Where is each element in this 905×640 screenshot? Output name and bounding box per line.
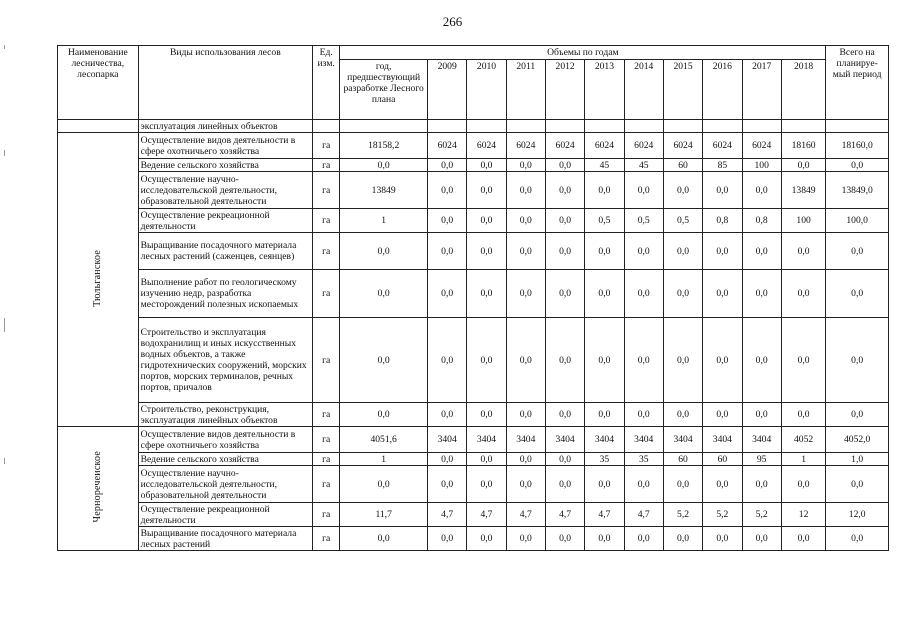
use-type-cell: Выполнение работ по геологическому изучению недр, разработка месторождений полезных ископаемых <box>138 270 312 318</box>
use-type-cell: Строительство, реконструкция, эксплуатация линейных объектов <box>138 403 312 427</box>
unit-cell: га <box>313 466 340 503</box>
value-cell: 0,0 <box>663 270 702 318</box>
unit-cell: га <box>313 133 340 159</box>
value-cell: 0,0 <box>506 209 545 233</box>
header-year: 2013 <box>585 60 624 120</box>
value-cell: 0,0 <box>624 172 663 209</box>
value-cell: 0,0 <box>428 159 467 172</box>
value-cell: 0,0 <box>624 270 663 318</box>
value-cell: 0,8 <box>742 209 781 233</box>
header-use: Виды использования лесов <box>138 46 312 120</box>
value-cell: 0,0 <box>545 403 584 427</box>
value-cell: 0,0 <box>545 233 584 270</box>
use-type-cell: Выращивание посадочного материала лесных растений (саженцев, сеянцев) <box>138 233 312 270</box>
value-cell: 0,0 <box>781 233 826 270</box>
value-cell: 4,7 <box>506 503 545 527</box>
value-cell: 0,0 <box>340 527 428 551</box>
value-cell: 0,0 <box>624 318 663 403</box>
value-cell: 0,0 <box>781 159 826 172</box>
value-cell: 6024 <box>467 133 506 159</box>
margin-mark <box>4 45 5 49</box>
value-cell: 3404 <box>663 427 702 453</box>
value-cell: 18160 <box>781 133 826 159</box>
value-cell: 60 <box>663 453 702 466</box>
value-cell: 0,0 <box>428 172 467 209</box>
forest-use-table <box>57 45 889 551</box>
value-cell: 0,0 <box>428 466 467 503</box>
header-year: 2017 <box>742 60 781 120</box>
unit-cell: га <box>313 318 340 403</box>
unit-cell: га <box>313 233 340 270</box>
value-cell: 0,0 <box>467 270 506 318</box>
value-cell: 1 <box>340 209 428 233</box>
value-cell: 0,0 <box>703 318 742 403</box>
value-cell: 4,7 <box>467 503 506 527</box>
unit-cell: га <box>313 503 340 527</box>
table-row <box>58 466 889 503</box>
value-cell: 0,0 <box>585 527 624 551</box>
value-cell: 0,0 <box>624 466 663 503</box>
value-cell: 0,0 <box>781 466 826 503</box>
value-cell: 0,0 <box>703 403 742 427</box>
header-year: 2014 <box>624 60 663 120</box>
value-cell: 0,0 <box>742 403 781 427</box>
value-cell: 0,0 <box>826 466 889 503</box>
value-cell: 100 <box>742 159 781 172</box>
value-cell: 0,0 <box>340 466 428 503</box>
value-cell: 0,0 <box>545 318 584 403</box>
table-row <box>58 403 889 427</box>
value-cell: 13849 <box>781 172 826 209</box>
value-cell: 35 <box>585 453 624 466</box>
value-cell: 0,0 <box>506 172 545 209</box>
value-cell: 0,0 <box>467 172 506 209</box>
value-cell: 0,0 <box>663 403 702 427</box>
value-cell: 0,0 <box>663 172 702 209</box>
value-cell: 0,0 <box>467 209 506 233</box>
value-cell: 0,0 <box>467 453 506 466</box>
value-cell: 4,7 <box>624 503 663 527</box>
value-cell: 0,0 <box>545 159 584 172</box>
value-cell: 4,7 <box>428 503 467 527</box>
value-cell: 0,0 <box>506 318 545 403</box>
value-cell: 0,0 <box>506 466 545 503</box>
value-cell: 100,0 <box>826 209 889 233</box>
use-type-cell: Осуществление видов деятельности в сфере охотничьего хозяйства <box>138 133 312 159</box>
value-cell: 5,2 <box>703 503 742 527</box>
table-row <box>58 453 889 466</box>
unit-cell: га <box>313 270 340 318</box>
value-cell: 0,0 <box>340 159 428 172</box>
value-cell: 0,0 <box>781 527 826 551</box>
header-year: 2009 <box>428 60 467 120</box>
value-cell: 0,0 <box>545 466 584 503</box>
value-cell: 0,0 <box>467 159 506 172</box>
value-cell: 0,0 <box>826 403 889 427</box>
value-cell: 45 <box>585 159 624 172</box>
unit-cell: га <box>313 453 340 466</box>
value-cell: 0,0 <box>742 270 781 318</box>
value-cell: 5,2 <box>742 503 781 527</box>
value-cell: 95 <box>742 453 781 466</box>
value-cell: 0,0 <box>585 233 624 270</box>
value-cell: 4052,0 <box>826 427 889 453</box>
header-year: 2016 <box>703 60 742 120</box>
value-cell: 0,0 <box>428 209 467 233</box>
value-cell: 0,5 <box>663 209 702 233</box>
header-year: 2011 <box>506 60 545 120</box>
value-cell: 3404 <box>624 427 663 453</box>
value-cell: 0,0 <box>545 453 584 466</box>
value-cell: 60 <box>663 159 702 172</box>
use-type-cell: Выращивание посадочного материала лесных растений <box>138 527 312 551</box>
use-type-cell: Осуществление рекреационной деятельности <box>138 503 312 527</box>
value-cell: 0,0 <box>742 172 781 209</box>
value-cell: 0,0 <box>826 318 889 403</box>
value-cell: 0,0 <box>703 270 742 318</box>
value-cell: 0,8 <box>703 209 742 233</box>
forestry-name: Тюльганское <box>92 249 104 307</box>
value-cell: 6024 <box>663 133 702 159</box>
value-cell: 0,0 <box>585 318 624 403</box>
margin-mark <box>4 150 5 156</box>
value-cell: 3404 <box>467 427 506 453</box>
value-cell: 0,5 <box>624 209 663 233</box>
use-type-cell: Осуществление рекреационной деятельности <box>138 209 312 233</box>
forestry-cell-empty <box>58 120 139 133</box>
value-cell: 13849 <box>340 172 428 209</box>
value-cell: 0,0 <box>506 527 545 551</box>
value-cell: 0,0 <box>545 172 584 209</box>
header-year: 2015 <box>663 60 702 120</box>
value-cell: 0,0 <box>340 318 428 403</box>
table-row <box>58 233 889 270</box>
value-cell: 1 <box>340 453 428 466</box>
use-type-cell: Ведение сельского хозяйства <box>138 159 312 172</box>
value-cell: 0,0 <box>545 270 584 318</box>
unit-cell: га <box>313 403 340 427</box>
value-cell: 18160,0 <box>826 133 889 159</box>
value-cell: 18158,2 <box>340 133 428 159</box>
value-cell: 0,0 <box>506 233 545 270</box>
value-cell: 0,0 <box>467 233 506 270</box>
value-cell: 3404 <box>428 427 467 453</box>
value-cell: 6024 <box>585 133 624 159</box>
value-cell: 6024 <box>742 133 781 159</box>
table-row <box>58 427 889 453</box>
value-cell: 100 <box>781 209 826 233</box>
table-row <box>58 209 889 233</box>
value-cell: 6024 <box>624 133 663 159</box>
header-total: Всего на планируе-мый период <box>826 46 889 120</box>
value-cell: 0,0 <box>585 172 624 209</box>
value-cell: 1 <box>781 453 826 466</box>
value-cell: 0,0 <box>506 159 545 172</box>
value-cell: 4051,6 <box>340 427 428 453</box>
use-type-cell: Ведение сельского хозяйства <box>138 453 312 466</box>
header-year: 2018 <box>781 60 826 120</box>
value-cell: 12 <box>781 503 826 527</box>
table-row <box>58 159 889 172</box>
use-type-cell: Осуществление научно-исследовательской деятельности, образовательной деятельности <box>138 466 312 503</box>
value-cell: 60 <box>703 453 742 466</box>
value-cell: 0,0 <box>340 403 428 427</box>
header-year: 2012 <box>545 60 584 120</box>
value-cell: 0,0 <box>428 527 467 551</box>
value-cell: 0,0 <box>781 318 826 403</box>
value-cell: 0,0 <box>826 159 889 172</box>
use-type-cell: Осуществление научно-исследовательской деятельности, образовательной деятельности <box>138 172 312 209</box>
value-cell: 5,2 <box>663 503 702 527</box>
value-cell: 0,0 <box>624 527 663 551</box>
value-cell: 0,0 <box>742 527 781 551</box>
value-cell: 6024 <box>506 133 545 159</box>
value-cell: 0,0 <box>781 403 826 427</box>
table-row <box>58 270 889 318</box>
value-cell: 3404 <box>742 427 781 453</box>
value-cell: 0,0 <box>467 527 506 551</box>
value-cell: 0,0 <box>467 318 506 403</box>
value-cell: 0,0 <box>428 270 467 318</box>
value-cell: 0,0 <box>742 466 781 503</box>
value-cell: 0,0 <box>663 233 702 270</box>
header-year: 2010 <box>467 60 506 120</box>
value-cell: 0,0 <box>545 527 584 551</box>
value-cell: 0,0 <box>703 527 742 551</box>
forestry-name: Черноречеиское <box>92 451 104 523</box>
value-cell: 0,0 <box>428 233 467 270</box>
value-cell: 0,0 <box>506 403 545 427</box>
value-cell: 0,0 <box>624 233 663 270</box>
value-cell: 12,0 <box>826 503 889 527</box>
value-cell: 3404 <box>703 427 742 453</box>
value-cell: 0,0 <box>624 403 663 427</box>
value-cell: 0,0 <box>467 466 506 503</box>
unit-cell: га <box>313 159 340 172</box>
value-cell: 85 <box>703 159 742 172</box>
value-cell: 0,0 <box>826 527 889 551</box>
unit-cell: га <box>313 527 340 551</box>
value-cell: 0,0 <box>742 318 781 403</box>
use-type-cell: Осуществление видов деятельности в сфере охотничьего хозяйства <box>138 427 312 453</box>
value-cell: 0,0 <box>340 270 428 318</box>
header-prev-year: год, предшествующий разработке Лесного плана <box>340 60 428 120</box>
value-cell: 0,0 <box>585 403 624 427</box>
value-cell: 0,0 <box>663 527 702 551</box>
value-cell: 0,0 <box>340 233 428 270</box>
table-row <box>58 503 889 527</box>
value-cell: 3404 <box>585 427 624 453</box>
value-cell: 6024 <box>428 133 467 159</box>
header-volumes: Объемы по годам <box>340 46 826 60</box>
unit-cell: га <box>313 172 340 209</box>
unit-cell: га <box>313 427 340 453</box>
value-cell: 0,0 <box>703 466 742 503</box>
value-cell: 0,0 <box>703 233 742 270</box>
header-unit: Ед. изм. <box>313 46 340 120</box>
forestry-name-cell <box>58 133 139 427</box>
value-cell: 0,0 <box>742 233 781 270</box>
value-cell: 35 <box>624 453 663 466</box>
value-cell: 3404 <box>506 427 545 453</box>
value-cell: 11,7 <box>340 503 428 527</box>
value-cell: 45 <box>624 159 663 172</box>
table-row <box>58 318 889 403</box>
unit-cell: га <box>313 209 340 233</box>
table-row <box>58 172 889 209</box>
value-cell: 0,0 <box>506 270 545 318</box>
value-cell: 0,0 <box>506 453 545 466</box>
table-row <box>58 527 889 551</box>
value-cell: 0,0 <box>703 172 742 209</box>
value-cell: 4,7 <box>545 503 584 527</box>
value-cell: 0,0 <box>428 453 467 466</box>
continuation-row-label: эксплуатация линейных объектов <box>138 120 312 133</box>
value-cell: 3404 <box>545 427 584 453</box>
value-cell: 0,0 <box>428 403 467 427</box>
value-cell: 1,0 <box>826 453 889 466</box>
margin-mark <box>4 458 5 464</box>
use-type-cell: Строительство и эксплуатация водохранилищ и иных искусственных водных объектов, а также гидротехнических сооружений, морских портов, морских терминалов, речных портов, причалов <box>138 318 312 403</box>
margin-mark <box>4 318 5 332</box>
table-row <box>58 133 889 159</box>
value-cell: 0,0 <box>826 270 889 318</box>
value-cell: 6024 <box>545 133 584 159</box>
value-cell: 13849,0 <box>826 172 889 209</box>
value-cell: 0,0 <box>428 318 467 403</box>
value-cell: 0,0 <box>781 270 826 318</box>
value-cell: 4,7 <box>585 503 624 527</box>
value-cell: 6024 <box>703 133 742 159</box>
page-number: 266 <box>442 14 463 29</box>
value-cell: 0,0 <box>585 270 624 318</box>
value-cell: 0,0 <box>663 466 702 503</box>
value-cell: 0,0 <box>826 233 889 270</box>
header-forestry: Наименование лесничества, лесопарка <box>58 46 139 120</box>
forestry-name-cell <box>58 427 139 551</box>
value-cell: 0,0 <box>467 403 506 427</box>
value-cell: 0,0 <box>663 318 702 403</box>
value-cell: 0,5 <box>585 209 624 233</box>
value-cell: 0,0 <box>585 466 624 503</box>
value-cell: 4052 <box>781 427 826 453</box>
value-cell: 0,0 <box>545 209 584 233</box>
